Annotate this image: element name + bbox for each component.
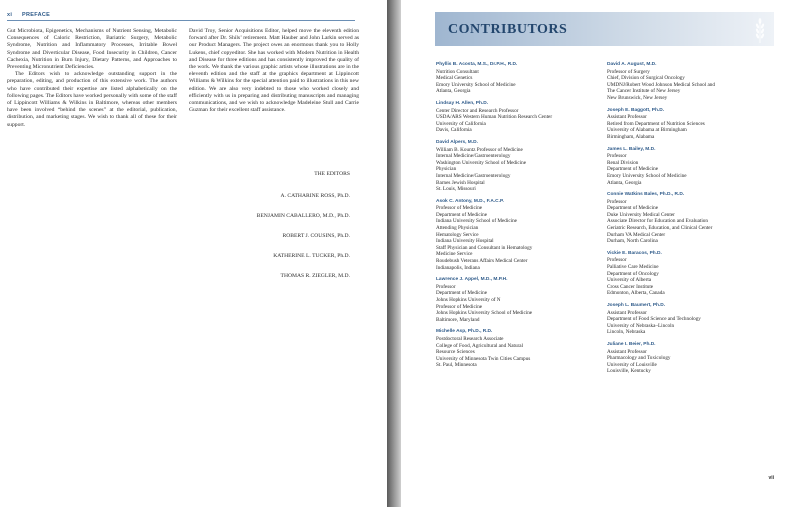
contributor-name: David A. August, M.D. [607,62,657,67]
contributor-name: James L. Bailey, M.D. [607,146,656,152]
contributor-name: Asok C. Antony, M.D., F.A.C.P. [436,198,504,204]
contributor-affiliation: Assistant Professor [607,309,647,316]
contributor-affiliation: Atlanta, Georgia [436,88,471,95]
contributor-affiliation: Johns Hopkins University School of Medicine [436,310,533,317]
contributor-entry [436,101,601,134]
contributor-affiliation: Department of Medicine [607,166,658,173]
preface-paragraph: The Editors wish to acknowledge outstanding support in the preparation, editing, and production of this extensive work. The authors who have contributed their expertise are listed alphabetically on the following pages. The Editors have worked personally with some of the staff of Lippincott Williams & Wilkins in Baltimore, whereas other members have been involved “behind the scenes” at the editorial, publication, distribution, and marketing stages. We wish to thank all of these for their support. [7,71,177,128]
contributor-affiliation: Atlanta, Georgia [607,179,642,186]
contributor-entry [607,147,772,187]
contributor-name: Juliane I. Beier, Ph.D. [607,341,656,347]
contributor-affiliation: St. Paul, Minnesota [436,362,477,369]
contributor-affiliation: Resource Sciences [436,349,475,356]
contributor-affiliation: Professor [607,153,627,160]
contributor-entry [607,108,772,141]
contributor-entry [436,277,601,323]
contributor-affiliation: Professor [607,198,627,205]
contributor-name: Joseph L. Baumert, Ph.D. [607,303,666,308]
contributor-affiliation: The Cancer Institute of New Jersey [607,88,681,95]
editors-signature [180,171,350,293]
contributor-affiliation: Emory University School of Medicine [607,172,687,179]
contributor-affiliation: William B. Kountz Professor of Medicine [436,146,523,153]
contributors-column-1 [436,62,601,375]
contributor-affiliation: Washington University School of Medicine [436,159,527,166]
contributor-affiliation: Chief, Division of Surgical Oncology [607,75,685,82]
contributors-column-2 [607,62,772,381]
contributor-name: Vickie E. Baracos, Ph.D. [607,250,662,256]
preface-paragraph: David Troy, Senior Acquisitions Editor, helped move the eleventh edition forward after Dr. Shils’ retirement. Matt Hauber and John Larkin served as our Product Managers. The project owes an enormous thank you to Holly Lukens, chief copyeditor. She has worked with Modern Nutrition in Health and Disease for three editions and has consistently improved the quality of the work. We thank the various graphic artists whose illustrations are in the eleventh edition and the staff at the graphics department at Lippincott Williams & Wilkins for the special attention paid to illustrations in this new edition. We are also very indebted to those who worked closely and efficiently with us in preparing and distributing manuscripts and managing communications, and we wish to acknowledge Madeleine Stull and Carrie Guzman for their excellent staff assistance. [189,28,359,114]
contributor-affiliation: Physician [436,166,457,173]
contributor-name: Connie Watkins Bales, Ph.D., R.D. [607,192,685,198]
contributor-affiliation: Durham VA Medical Center [607,231,666,238]
editor-name: ROBERT J. COUSINS, Ph.D. [282,233,350,239]
preface-column-1 [7,28,177,129]
contributor-affiliation: University of Alabama at Birmingham [607,127,687,134]
contributor-affiliation: Internal Medicine/Gastroenterology [436,172,511,179]
contributor-name: Lawrence J. Appel, M.D., M.P.H. [436,277,508,283]
contributor-affiliation: University of Alberta [607,277,652,284]
contributor-affiliation: Department of Food Science and Technology [607,316,701,323]
contributor-affiliation: Hematology Service [436,231,479,238]
right-page-number: vii [768,475,774,481]
contributor-affiliation: St. Louis, Missouri [436,186,476,193]
contributor-affiliation: Nutrition Consultant [436,68,479,75]
contributor-affiliation: Edmonton, Alberta, Canada [607,290,665,297]
editor-name: KATHERINE L. TUCKER, Ph.D. [273,253,350,259]
contributor-affiliation: Durham, North Carolina [607,238,658,245]
page-title: CONTRIBUTORS [448,22,568,37]
contributor-affiliation: Professor of Medicine [436,303,483,310]
contributor-affiliation: Davis, California [436,127,472,134]
contributor-affiliation: Johns Hopkins University of N [436,297,501,303]
contributor-affiliation: Baltimore, Maryland [436,316,480,323]
contributor-affiliation: Barnes Jewish Hospital [436,179,485,186]
contributor-affiliation: Duke University Medical Center [607,211,675,218]
contributor-affiliation: Lincoln, Nebraska [607,329,646,336]
running-head-title: PREFACE [22,12,51,18]
signature-title: THE EDITORS [314,171,350,177]
contributor-affiliation: Retired from Department of Nutrition Sciences [607,120,705,127]
contributor-entry [607,342,772,375]
contributor-affiliation: Medicine Service [436,251,473,258]
wheat-icon [750,16,770,44]
contributor-affiliation: Professor of Medicine [436,205,483,212]
left-page [0,0,387,507]
contributor-affiliation: Internal Medicine/Gastroenterology [436,153,511,160]
contributor-name: David Alpers, M.D. [436,139,478,145]
editor-name: BENJAMIN CABALLERO, M.D., Ph.D. [256,213,350,219]
contributor-entry [436,62,601,95]
contributor-affiliation: Indianapolis, Indiana [436,264,480,271]
contributor-affiliation: Center Director and Research Professor [436,107,519,114]
left-page-number: xi [7,12,13,18]
contributor-affiliation: University of California [436,120,486,127]
contributor-affiliation: Cross Cancer Institute [607,283,654,290]
contributor-affiliation: Assistant Professor [607,114,647,121]
book-spine [387,0,401,507]
contributor-affiliation: University of Minnesota Twin Cities Campus [436,355,531,362]
contributor-affiliation: University of Louisville [607,361,657,368]
contributor-entry [607,251,772,297]
contributor-affiliation: Assistant Professor [607,348,647,355]
editor-name: THOMAS R. ZIEGLER, M.D. [280,273,350,279]
contributor-affiliation: Staff Physician and Consultant in Hematology [436,244,533,251]
contributor-name: Michelle Asp, Ph.D., R.D. [436,329,493,335]
contributor-affiliation: UMDNJ/Robert Wood Johnson Medical School and [607,81,715,88]
contributor-affiliation: College of Food, Agricultural and Natural [436,342,524,349]
contributors-banner [435,12,774,46]
contributor-entry [436,199,601,272]
contributor-affiliation: Renal Division [607,159,639,166]
contributor-name: Joseph E. Baggott, Ph.D. [607,107,665,113]
contributor-affiliation: Medical Genetics [436,75,473,82]
contributor-affiliation: Department of Medicine [607,205,658,212]
contributor-affiliation: Birmingham, Alabama [607,133,655,140]
contributor-affiliation: Professor of Surgery [607,68,650,75]
contributor-affiliation: Pharmacology and Toxicology [607,355,671,362]
contributor-affiliation: Department of Medicine [436,290,487,297]
contributor-affiliation: Associate Director for Education and Evaluation [607,218,708,225]
contributor-affiliation: New Brunswick, New Jersey [607,94,668,101]
contributor-entry [436,140,601,193]
contributor-affiliation: Department of Oncology [607,270,659,277]
contributor-affiliation: University of Nebraska–Lincoln [607,322,675,329]
contributor-affiliation: USDA/ARS Western Human Nutrition Research Center [436,114,553,121]
contributor-affiliation: Indiana University Hospital [436,238,494,245]
contributor-affiliation: Roudebush Veterans Affairs Medical Center [436,258,528,265]
contributor-entry [607,303,772,336]
contributor-name: Phyllis B. Acosta, M.S., Dr.P.H., R.D. [436,62,518,67]
contributor-affiliation: Geriatric Research, Education, and Clinical Center [607,225,713,232]
contributor-affiliation: Department of Medicine [436,211,487,218]
preface-paragraph: Gut Microbiota, Epigenetics, Mechanisms of Nutrient Sensing, Metabolic Consequences of Caloric Restriction, Bariatric Surgery, Metabolic Syndrome, Nutrition and Inflammatory Processes, Irritable Bowel Syndrome and Diverticular Disease, Food Insecurity in Children, Cancer Cachexia, Nutrition in Burn Injury, Dietary Patterns, and Approaches to Preventing Micronutrient Deficiencies. [7,28,177,71]
contributor-affiliation: Professor [436,283,456,290]
contributor-affiliation: Louisville, Kentucky [607,368,651,375]
contributor-name: Lindsay H. Allen, Ph.D. [436,100,489,106]
contributor-affiliation: Attending Physician [436,225,479,232]
contributor-entry [436,329,601,369]
running-head [7,12,355,21]
contributor-affiliation: Indiana University School of Medicine [436,218,517,225]
contributor-affiliation: Palliative Care Medicine [607,264,659,271]
contributor-affiliation: Emory University School of Medicine [436,81,516,88]
contributor-entry [607,192,772,245]
editor-name: A. CATHARINE ROSS, Ph.D. [280,193,350,199]
preface-column-2 [189,28,359,114]
contributor-affiliation: Postdoctoral Research Associate [436,335,504,342]
contributor-affiliation: Professor [607,257,627,264]
contributor-entry [607,62,772,102]
right-page [401,0,785,507]
